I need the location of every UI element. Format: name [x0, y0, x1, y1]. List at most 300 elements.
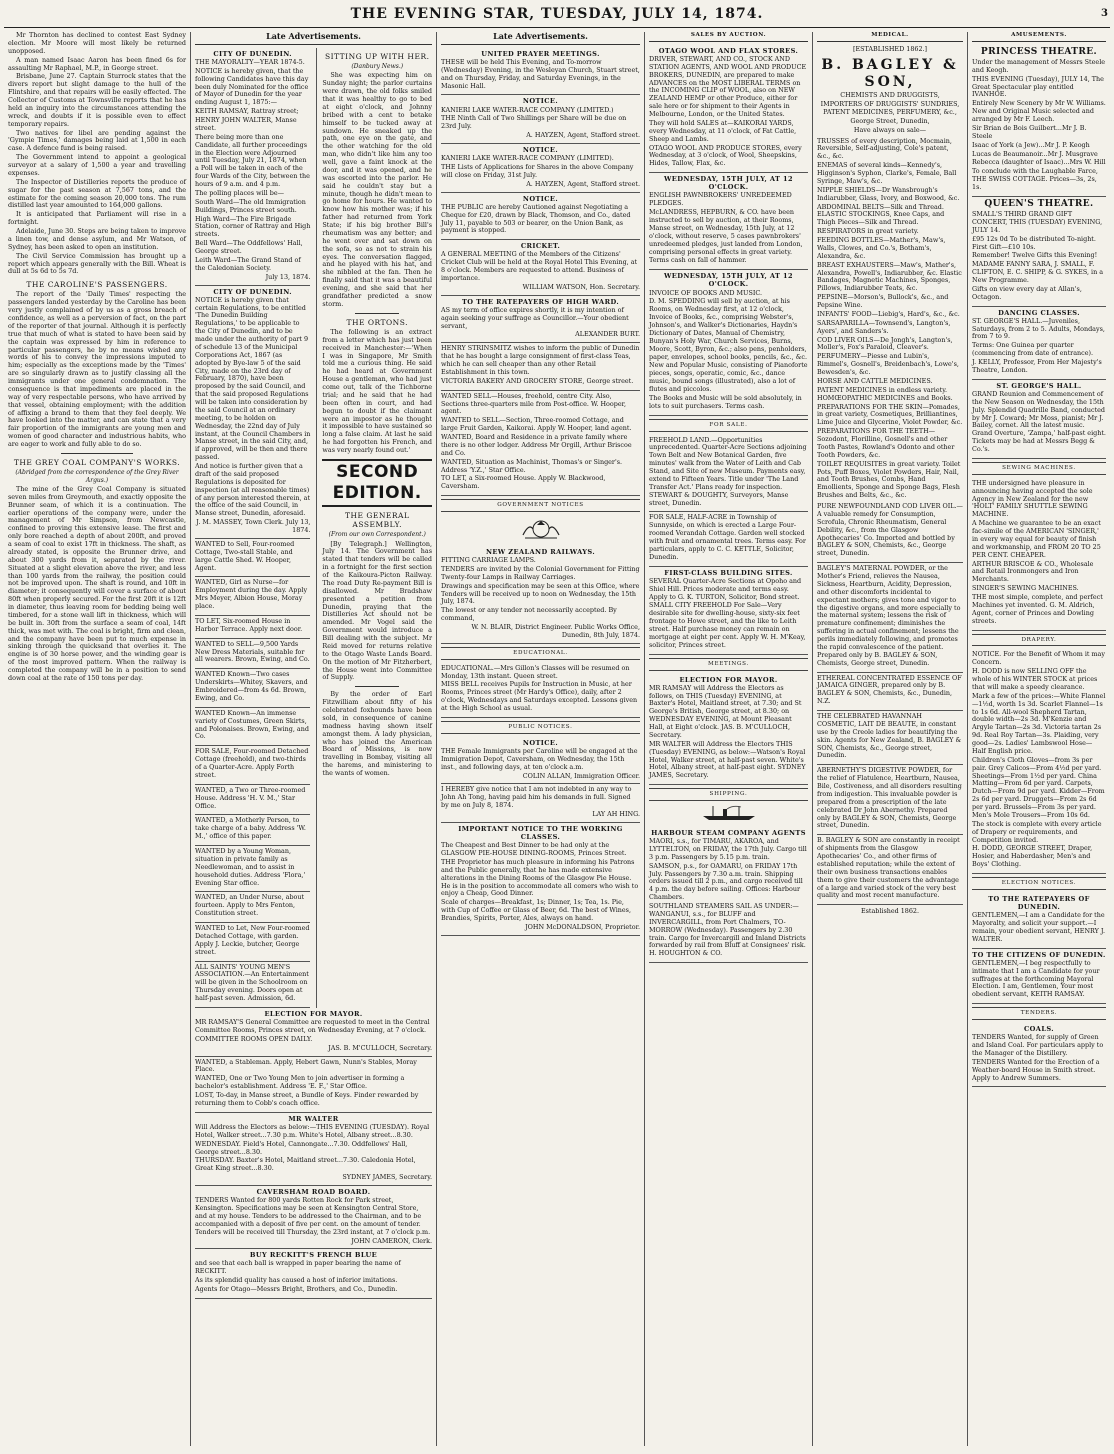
notice-title: FIRST-CLASS BUILDING SITES.: [664, 568, 793, 577]
notice-line: High Ward—The Fire Brigade Station, corner of Rattray and High streets.: [195, 214, 311, 239]
stock-item: ABDOMINAL BELTS—Silk and Thread. ELASTIC STOCKINGS, Knee Caps, and Thigh Pieces—Silk and Thread.: [817, 202, 945, 227]
stock-item: RESPIRATORS in great variety.: [817, 227, 919, 236]
small-ad-text: WANTED Known—Two cases Underskirts—Whitey, Skavers, and Embroidered—from 4s 6d. Brown, Ewing, and Co.: [195, 670, 308, 702]
notice-line: EDUCATIONAL.—Mrs Gillon's Classes will be resumed on Monday, 13th instant. Queen street.: [441, 663, 630, 680]
notice-block: [441, 823, 640, 936]
notice-line: ETHEREAL CONCENTRATED ESSENCE OF JAMAICA GINGER, prepared only by B. BAGLEY & SON, Chemists, &c., Dunedin, N.Z.: [817, 673, 962, 706]
notice-line: Under the management of Messrs Steele and Keogh.: [972, 57, 1106, 74]
firm-name: B. BAGLEY & SON,: [821, 56, 959, 90]
notice-line: B. BAGLEY & SON are constantly in receipt of shipments from the Glasgow Apothecaries' Co., and other firms of established reputation; while the extent of their own business transactions enables them to give their customers the advantage of a large and varied stock of the very best quality and most recent manufacture.: [817, 836, 960, 900]
shipping-notices: [649, 827, 808, 963]
stock-item: ENEMAS of several kinds—Kennedy's, Higginson's Syphon, Clarke's, Female, Ball Syringe, Maw's, &c.: [817, 161, 957, 185]
notice-signature: SYDNEY JAMES, Secretary.: [342, 1173, 432, 1182]
notice-signature: A. HAYZEN, Agent, Stafford street.: [526, 179, 640, 188]
stock-item: PATENT MEDICINES in endless variety. HOMŒOPATHIC MEDICINES and Books.: [817, 385, 953, 402]
notice-line: GENTLEMEN,—I am a Candidate for the Mayoralty, and solicit your support.—I remain, your obedient servant, HENRY J. WALTER.: [972, 911, 1106, 943]
notice-line: Entirely New Scenery by Mr W. Williams. New and Original Music selected and arranged by Mr F. Leech.: [972, 99, 1106, 124]
notice-line: DRIVER, STEWART, AND CO., STOCK AND STATION AGENTS, AND WOOL AND PRODUCE BROKERS, DUNEDIN, are prepared to make ADVANCES on the MOST LIBERAL TERMS on the INCOMING CLIP of WOOL, also on NEW ZEALAND HEMP or other Produce, either for sale here or for shipment to their Agents in Melbourne, London, or the United States.: [649, 54, 807, 119]
column-late-ads-1: [190, 32, 436, 1446]
established-label: [ESTABLISHED 1862.]: [852, 44, 928, 53]
notice-line: VICTORIA BAKERY AND GROCERY STORE, George street.: [441, 376, 634, 385]
article-title-assembly: THE GENERAL ASSEMBLY.: [344, 510, 410, 529]
notice-lines: [972, 318, 1106, 375]
small-ad: [195, 669, 310, 708]
notice-line: THE Female Immigrants per Caroline will be engaged at the Immigration Depot, Caversham, on Wednesday, the 15th inst., and following days, at ten o'clock a.m.: [441, 746, 638, 771]
stock-item: PEPSINE—Morson's, Bullock's, &c., and Pepsine Wine.: [817, 293, 949, 310]
notice-title: ELECTION FOR MAYOR.: [679, 675, 778, 684]
small-ad: WANTED, a Stableman. Apply, Hebert Gawn, Nunn's Stables, Moray Place.: [195, 1057, 417, 1074]
section-heading-educational: EDUCATIONAL.: [441, 647, 640, 660]
caversham-road-board-notice: [195, 1186, 432, 1249]
notice-title: UNITED PRAYER MEETINGS.: [481, 49, 600, 58]
notice-line: Scale of charges—Breakfast, 1s; Dinner, 1s; Tea, 1s. Pie, with Cup of Coffee or Glass of Beer, 6d. The best of Wines, Brandies, Spirits, Porter, Ales, always on hand.: [441, 898, 631, 923]
small-ad: [195, 746, 310, 785]
notice-line: MR RAMSAY'S General Committee are requested to meet in the Central Committee Rooms, Princes street, on Wednesday Evening, at 7 o'clock.: [195, 1018, 430, 1034]
notice-signature: LAY AH HING.: [592, 810, 640, 819]
small-ad-text: WANTED, Girl as Nurse—for Employment during the day. Apply Mrs Meyer, Albion House, Moray place.: [195, 578, 308, 611]
notice-line: MISS BELL receives Pupils for Instruction in Music, at her Rooms, Princes street (Mr Hardy's Office), daily, after 2 o'clock, Wednesdays and Saturdays excepted. Lessons given at the High School as usual.: [441, 680, 638, 713]
stock-item: COD LIVER OILS—De Jongh's, Langton's, Moller's, Fox's Paraloid, Cleaver's.: [817, 335, 953, 352]
small-ad: [195, 923, 310, 962]
notice-list: [195, 48, 310, 539]
notice-line: INVOICE OF BOOKS AND MUSIC.: [649, 288, 763, 297]
notice-line: The lowest or any tender not necessarily accepted. By command,: [441, 606, 617, 623]
notice-line: COMMITTEE ROOMS OPEN DAILY.: [195, 1034, 313, 1043]
notice-line: To conclude with the Laughable Farce, THE SWISS COTTAGE. Prices—3s, 2s, 1s.: [972, 167, 1098, 192]
cod-liver-oil-ad: [817, 501, 963, 563]
notice-line: WANTED, Situation as Machinist, Thomas's or Singer's. Address 'Y.Z.,' Star Office.: [441, 457, 623, 474]
notice-signature: JOHN McDONALDSON, Proprietor.: [525, 922, 640, 931]
news-paragraph: It is anticipated that Parliament will rise in a fortnight.: [8, 210, 186, 227]
notice-line: South Ward—The old Immigration Buildings, Princes street south.: [195, 197, 306, 214]
notice-title: TO THE RATEPAYERS OF DUNEDIN.: [988, 894, 1090, 912]
government-notice-railways: [441, 546, 640, 644]
notice-line: I HEREBY give notice that I am not indebted in any way to John Ah Tong, having paid him his demands in full. Signed by me on July 8, 1874.: [441, 785, 632, 810]
notice-line: There being more than one Candidate, all further proceedings in the Election were Adjourned until Tuesday, July 21, 1874, when a Poll will be taken in each of the four Wards of the City, between the hours of 9 a.m. and 4 p.m.: [195, 132, 310, 189]
small-ad: [195, 539, 310, 578]
notice-signature: WILLIAM WATSON, Hon. Secretary.: [522, 282, 640, 291]
meetings-notice: [649, 674, 808, 786]
news-paragraph: Adelaide, June 30. Steps are being taken to improve a linen tow, and dense asylum, and Mr Watson, of Sydney, has been asked to open an institution.: [8, 227, 186, 251]
notice-line: ABERNETHY'S DIGESTIVE POWDER, for the relief of Flatulence, Heartburn, Nausea, Bile, Costiveness, and all disorders resulting from indigestion. This invaluable powder is prepared from a prescription of the late celebrated Dr John Abernethy. Prepared only by BAGLEY & SON, Chemists, George street, Dunedin.: [817, 766, 962, 830]
notice-line: ST. GEORGE'S HALL.—Juveniles, Saturdays, from 2 to 5. Adults, Mondays, from 7 to 9.: [972, 316, 1105, 341]
divider: [355, 313, 399, 314]
notice-title: HARBOUR STEAM COMPANY AGENTS: [651, 828, 806, 837]
notice-line: Agents for Otago—Messrs Bright, Brothers, and Co., Dunedin.: [195, 1285, 398, 1294]
column-auctions: [644, 32, 812, 1446]
notice-title: CRICKET.: [520, 242, 561, 251]
article-title-grey-coal: THE GREY COAL COMPANY'S WORKS.: [13, 457, 181, 467]
notice-line: OTAGO WOOL AND PRODUCE STORES, every Wednesday, at 3 o'clock, of Wool, Sheepskins, Hides, Tallow, Flax, &c.: [649, 143, 802, 168]
news-paragraph: The Inspector of Distilleries reports the produce of sugar for the past season at 7,567 tons, and the estimate for the coming season 20,000 tons. The rum distilled last year amounted to 164,000 gallons.: [8, 177, 186, 210]
notice-block: [195, 48, 310, 286]
havannah-cosmetic-ad: [817, 711, 963, 765]
notice-line: NOTICE is hereby given that certain Regulations, to be entitled 'The Dunedin Building Regulations,' to be applicable to the City of Dunedin, and to be made under the authority of part 9 of schedule 13 of the Municipal Corporations Act, 1867 (as adopted by Bye-law 5 of the said City, made on the 23rd day of February, 1870), have been proposed by the said Council, and that the said proposed Regulations will be taken into consideration by the said Council at an ordinary meeting, to be holden on Wednesday, the 22nd day of July instant, at the Council Chambers in Manse street, in the said City, and, if approved, will be then and there passed.: [195, 295, 311, 462]
notice-line: FITTING CARRIAGE LAMPS.: [441, 556, 536, 565]
newspaper-page: [4, 4, 1110, 1450]
notice-lines: [972, 480, 1106, 626]
small-ad-text: WANTED, a Two or Three-roomed House. Address 'H. V. M.,' Star Office.: [195, 785, 306, 810]
notice-line: The Cheapest and Best Dinner to be had only at the GLASGOW PIE-HOUSE DINING-ROOMS, Princes Street.: [441, 841, 627, 858]
column-late-ads-2: [436, 32, 644, 1446]
masthead: [4, 4, 1110, 28]
small-ad-text: WANTED Known—An immense variety of Costumes, Green Skirts, and Polonaises. Brown, Ewing, and Co.: [195, 708, 309, 741]
notice-line: Lucas de Beaumanoir...Mr J. Musgrave: [972, 149, 1098, 158]
notice-line: AS my term of office expires shortly, it is my intention of again seeking your suffrage as Councillor.—Your obedient servant,: [441, 305, 629, 330]
notice-title: TO THE CITIZENS OF DUNEDIN.: [972, 950, 1106, 959]
notice-line: THE MAYORALTY—YEAR 1874-5.: [195, 57, 305, 66]
notice-line: WANTED to SELL—Section, Three-roomed Cottage, and large Fruit Garden, Kaikorai. Apply W. Hooper, land agent.: [441, 416, 632, 433]
notice-line: GENTLEMEN,—I beg respectfully to intimate that I am a Candidate for your suffrages at the forthcoming Mayoral Election. I am, Gentlemen, Your most obedient servant, KEITH RAMSAY.: [972, 958, 1100, 999]
column-heading: Late Advertisements.: [441, 32, 640, 45]
section-heading-sewing-machines: SEWING MACHINES.: [972, 462, 1106, 475]
steamship-icon: [649, 804, 808, 825]
notice-line: Will Address the Electors as below:—THIS EVENING (TUESDAY). Royal Hotel, Walker street...7.30 p.m. White's Hotel, Albany street...8.30.: [195, 1122, 430, 1139]
notice-line: THESE will be held This Evening, and To-morrow (Wednesday) Evening, in the Wesleyan Church, Stuart street, and on Thursday, Friday, and Saturday Evenings, in the Masonic Hall.: [441, 57, 640, 90]
notice-title: WEDNESDAY, 15TH JULY, AT 12 O'CLOCK.: [664, 175, 793, 192]
notice-title: CAVERSHAM ROAD BOARD.: [256, 1188, 371, 1197]
small-ad-text: WANTED to SELL—9,500 Yards New Dress Materials, suitable for all wearers. Brown, Ewing, and Co.: [195, 639, 310, 664]
newspaper-title: THE EVENING STAR, TUESDAY, JULY 14, 1874.: [350, 6, 764, 22]
stock-item: TOILET REQUISITES in great variety. Toilet Pots, Puff Boxes, Violet Powders, Hair, Nail, and Tooth Brushes, Combs, Hand Emollients, Sponge and Sponge Bags, Flesh Brushes and Belts, &c., &c.: [817, 459, 961, 500]
notice-title: TO THE RATEPAYERS OF HIGH WARD.: [461, 297, 620, 306]
notice-line: Mark a few of the prices:—White Flannel—1½d, worth 1s 3d. Scarlet Flannel—1s to 1s 6d. All-wool Shepherd Tartan, double width—2s 3d. M'Kenzie and Argyle Tartan—2s 3d. Victoria tartan 2s 9d. Real Roy Tartan—3s. Plaiding, very good—2s. Ladies' Lambswool Hose—Half English price.: [972, 691, 1106, 755]
firm-description: [817, 92, 963, 134]
reckitt-blue-ad: [195, 1249, 432, 1299]
section-heading-shipping: SHIPPING.: [649, 788, 808, 801]
notice-line: Terms: One Guinea per quarter (commencing from date of entrance).: [972, 341, 1094, 358]
small-ad: [195, 616, 310, 639]
notice-title: PRINCESS THEATRE.: [980, 46, 1098, 57]
established-footer: Established 1862.: [860, 907, 920, 916]
notice-title: BUY RECKITT'S FRENCH BLUE: [249, 1251, 378, 1260]
notice-line: Bell Ward—The Oddfellows' Hall, George street.: [195, 239, 303, 256]
small-ad: WANTED, One or Two Young Men to join advertiser in forming a bachelor's establishment. Address 'E. F.,' Star Office.: [195, 1074, 405, 1091]
st-georges-hall-ad: [972, 380, 1106, 459]
article-subtitle-sitting-up: (Danbury News.): [351, 63, 404, 71]
firm-line: George Street, Dunedin,: [850, 116, 930, 125]
notice-line: The stock is complete with every article of Drapery or requirements, and Competition invited.: [972, 819, 1102, 844]
notice-title: IMPORTANT NOTICE TO THE WORKING CLASSES.: [458, 824, 623, 842]
notice-title: DANCING CLASSES.: [998, 308, 1080, 317]
notice-title: ST. GEORGE'S HALL.: [996, 381, 1082, 390]
auction-list: [649, 45, 808, 416]
news-paragraph: Mr Thornton has declined to contest East Sydney election. Mr Moore will most likely be returned unopposed.: [8, 32, 186, 55]
notice-line: Sir Brian de Bois Guilbert...Mr J. B. Steele: [972, 123, 1087, 140]
article-body-carolines: The report of the 'Daily Times' respecting the passengers landed yesterday by the Caroline has been very justly complained of by us as a gross breach of confidence, as well as a perversion of fact, on the part of the reporter of that journal. Although it is perfectly true that much of what is stated to have been said by the captain was expressed by him in reference to particular passengers, he by no means wished any words of his to convey the impressions imputed to him; especially as the exceptions made by the 'Times' are so singularly drawn as to justify classing all the immigrants under one general condemnation. The consequence is that impediments are placed in the way of very respectable persons, who have arrived by that vessel, obtaining employment; with the addition of affixing a brand to them that they feel deeply. We have looked into the matter, and can state that a very fair proportion of the immigrants are young men and women of good character and industrious habits, who are eager to work and fully able to do so.: [8, 290, 186, 449]
educational-notices: [441, 663, 640, 718]
firm-line: IMPORTERS OF DRUGGISTS' SUNDRIES, PATENT MEDICINES, PERFUMERY, &c.,: [820, 100, 960, 116]
notice-title: NOTICE.: [522, 194, 559, 203]
notice-title: MR WALTER: [288, 1114, 339, 1123]
page-number: 3: [1101, 8, 1108, 19]
news-items: [8, 32, 186, 276]
notice-line: THE CELEBRATED HAVANNAH COSMETIC, LAIT DE BEAUTE, in constant use by the Creole ladies for beautifying the skin. Agents for New Zealand, B. BAGLEY & SON, Chemists, &c., George street, Dunedin.: [817, 712, 962, 760]
notice-line: THE PUBLIC are hereby Cautioned against Negotiating a Cheque for £20, drawn by Black, Thomson, and Co., dated July 11, payable to 503 or bearer, on the Union Bank, as payment is stopped.: [441, 202, 631, 235]
notice-line: PURE NEWFOUNDLAND COD LIVER OIL.—A valuable remedy for Consumption, Scrofula, Chronic Rheumatism, General Debility, &c., from the Glasgow Apothecaries' Co. Imported and bottled by BAGLEY & SON, Chemists, &c., George street, Dunedin.: [817, 502, 963, 558]
notice-signature: A. HAYZEN, Agent, Stafford street.: [526, 131, 640, 140]
notice-line: SMALL CITY FREEHOLD For Sale—Very desirable site for dwelling-house, sixty-six feet frontage to Howe street, and the like to Leith street. Half purchase money can remain on mortgage at eight per cent. Apply W. H. M'Keay, solicitor, Princes street.: [649, 601, 806, 649]
notice-block: [441, 343, 640, 390]
royal-crest-icon: [441, 515, 640, 544]
notice-line: MADAME FANNY SARA, J. SMALL, F. CLIFTON, E. C. SHIPP, & G. SYKES, in a New Programme.: [972, 260, 1104, 284]
small-ad-text: WANTED by a Young Woman, situation in private family as Needlewoman, and to assist in household duties. Address 'Flora,' Evening Star office.: [195, 847, 306, 887]
notice-line: WANTED, Board and Residence in a private family where there is no other lodger. Address Mr Orgill, Arthur Briscoe and Co.: [441, 433, 632, 457]
notice-block: [649, 270, 808, 415]
second-edition-banner: SECOND EDITION.: [322, 459, 432, 507]
notice-signature: JOHN CAMERON, Clerk.: [351, 1236, 432, 1245]
small-ad-text: FOR SALE, Four-roomed Detached Cottage (freehold), and two-thirds of a Quarter-Acre. Apply Forth street.: [195, 747, 309, 779]
public-notice-list: [441, 737, 640, 936]
notice-block: [441, 784, 640, 823]
notice-line: £95 12s 0d To be distributed To-night. First Gift—£10 10s.: [972, 234, 1096, 251]
divider: [61, 453, 132, 454]
notice-block: [441, 193, 640, 241]
notice-line: THE Ninth Call of Two Shillings per Share will be due on 23rd July.: [441, 114, 627, 131]
notice-line: As its splendid quality has caused a host of inferior imitations.: [195, 1276, 398, 1285]
article-title-sitting-up: SITTING UP WITH HER.: [324, 51, 430, 61]
column-news: [4, 32, 190, 1446]
notice-line: The polling places will be—: [195, 188, 285, 197]
small-ad-text: ALL SAINTS' YOUNG MEN'S ASSOCIATION.—An Entertainment will be given in the Schoolroom on Thursday evening. Doors open at half-past seven. Admission, 6d.: [195, 962, 309, 1003]
notice-line: FREEHOLD LAND.—Opportunities unprecedented. Quarter-Acre Sections adjoining Town Belt and New Botanical Garden, five minutes' walk from the Water of Leith and Cab Stand, and Site of new Museum. Payments easy, extend to Fifteen Years. Title under 'The Land Transfer Act.' Plans ready for inspection. STEWART & DOUGHTY, Surveyors, Manse street, Dunedin.: [649, 435, 807, 507]
notice-block: [441, 296, 640, 344]
small-ad: [195, 708, 310, 747]
notice-line: KANIERI LAKE WATER-RACE COMPANY (LIMITED).: [441, 154, 614, 163]
maternal-powder-ad: [817, 563, 963, 672]
notice-block: [649, 173, 808, 270]
notice-line: A GENERAL MEETING of the Members of the Citizens' Cricket Club will be held at the Royal Hotel This Evening, at 8 o'clock. Members are requested to attend. Business of importance.: [441, 250, 638, 282]
fiction-subcolumn: [316, 48, 432, 1008]
notice-line: HENRY JOHN WALTER, Manse street.: [195, 116, 297, 132]
stock-item: TRUSSES of every description, Mocmain, Reversible, Self-adjusting, Cole's patent, &c., &c.: [817, 136, 952, 161]
notice-line: TENDERS Wanted, for supply of Green and Island Coal. For particulars apply to the Manager of the Distillery.: [972, 1033, 1104, 1057]
small-ad: [195, 639, 310, 670]
small-ads-list: [195, 539, 310, 1008]
notice-line: D. M. SPEDDING will sell by auction, at his Rooms, on Wednesday first, at 12 o'clock, Invoice of Books, &c., comprising Webster's, Johnson's, and Walker's Dictionaries, Haydn's Dictionary of Dates, Manual of Chemistry, Bunyan's Holy War, Church Services, Burns, Moore, Scott, Byron, &c.; also pens, penholders, paper, envelopes, school books, pencils, &c., &c.: [649, 297, 807, 361]
notice-line: H. DODD is now SELLING OFF the whole of his WINTER STOCK at prices that will make a speedy clearance.: [972, 667, 1098, 691]
notice-line: And notice is further given that a draft of the said proposed Regulations is deposited for inspection (at all reasonable times) of any person interested therein, at the office of the said Council, in Manse street, Dunedin, aforesaid.: [195, 462, 311, 518]
notice-line: and see that each ball is wrapped in paper bearing the name of RECKITT.: [195, 1259, 401, 1276]
tenders-ad: [972, 1023, 1106, 1087]
notice-line: THIS EVENING (Tuesday), JULY 14, The Great Spectacular play entitled IVANHOE.: [972, 74, 1104, 99]
article-subtitle-grey-coal: (Abridged from the correspondence of the Grey River Argus.): [15, 469, 179, 484]
notice-title: OTAGO WOOL AND FLAX STORES.: [658, 46, 799, 55]
stock-item: PERFUMERY—Piesse and Lubin's, Rimmel's, Gosnell's, Breidenbach's, Lowe's, Bewesden's, &c.: [817, 352, 959, 377]
notice-line: TENDERS Wanted for the Erection of a Weather-board House in Smith street. Apply to Andrew Summers.: [972, 1057, 1100, 1082]
notice-line: NOTICE is hereby given, that the following Candidates have this day been duly Nominated for the office of Mayor of Dunedin for the year ending August 1, 1875:—: [195, 66, 309, 107]
notice-line: MR RAMSAY will Address the Electors as follows, on THIS (Tuesday) EVENING, at Baxter's Hotel, Maitland street, at 7.30; and St George's British, George street, at 8.30; on WEDNESDAY EVENING, at Mount Pleasant Hall, at Eight o'clock. JAS. B. M'CULLOCH, Secretary.: [649, 683, 802, 739]
drapery-ad: [972, 649, 1106, 874]
notice-line: SINGER'S SEWING MACHINES.: [972, 584, 1079, 593]
notice-line: Terms cash on fall of hammer.: [649, 256, 747, 265]
stock-item: PREPARATIONS FOR THE SKIN—Pomades, in great variety, Cosmetiques, Brilliantines, Lime Juice and Glycerine, Violet Powder, &c.: [817, 402, 963, 427]
notice-block: [441, 144, 640, 193]
election-notice-walter: [972, 893, 1106, 949]
section-heading-election-notices: ELECTION NOTICES.: [972, 877, 1106, 890]
column-medical: [812, 32, 967, 1446]
notice-line: THURSDAY. Baxter's Hotel, Maitland street...7.30. Caledonia Hotel, Great King street...8.30.: [195, 1156, 416, 1173]
stock-item: SARSAPARILLA—Townsend's, Langton's, Ayers', and Sanders's.: [817, 318, 951, 335]
notice-line: J. KELLY, Professor, From Her Majesty's Theatre, London.: [972, 358, 1102, 374]
small-ad-text: WANTED, a Motherly Person, to take charge of a baby. Address 'W. M.,' office of this paper.: [195, 816, 306, 841]
article-body-sitting-up: She was expecting him on Sunday night; the parlor curtains were drawn, the old folks smiled that it was healthy to go to bed at eight o'clock, and Johnny bribed with a cent to betake himself to be tucked away at sundown. He sneaked up the path, one eye on the gate, and the other watching for the old man, who didn't like him any too well, gave a faint knock at the door, and it was opened, and he was escorted into the parlor. He said he couldn't stay but a minute, though he didn't mean to go home for hours. He wanted to know how his mother was; if his father had returned from York State; if his big brother Bill's rheumatism was any better; and he went over and sat down on the sofa, so as not to strain his eyes. The conversation flagged, and he played with his hat, and she nibbled at the fan. Then he finally said that it was a beautiful evening, and she said that her grandfather predicted a snow storm.: [322, 71, 432, 308]
notice-block: [649, 45, 808, 173]
notice-title: WEDNESDAY, 15TH JULY, AT 12 O'CLOCK.: [664, 272, 793, 289]
notice-line: TENDERS are invited by the Colonial Government for Fitting Twenty-four Lamps in Railway Carriages.: [441, 564, 640, 581]
notice-line: Children's Cloth Gloves—from 3s per pair. Grey Calicos—From 4½d per yard. Sheetings—From 1½d per yard. China Matting—From 6d per yard. Carpets, Dutch—From 9d per yard. Kidder—From 2s 6d per yard. Druggets—From 2s 6d per yard. Brussels—From 3s per yard. Men's Mole Trousers—From 10s 6d.: [972, 755, 1105, 819]
notice-line: KEITH RAMSAY, Rattray street;: [195, 107, 299, 116]
notice-line: SMALL'S THIRD GRAND GIFT CONCERT, THIS (TUESDAY) EVENING, JULY 14.: [972, 210, 1103, 234]
small-ad-text: WANTED to Let, New Four-roomed Detached Cottage, with garden. Apply J. Leckie, butcher, George street.: [195, 924, 310, 956]
notice-lines: [972, 59, 1106, 192]
notice-block: [195, 286, 310, 539]
notice-line: MR WALTER will Address the Electors THIS (Tuesday) EVENING, as below:—Watson's Royal Hotel, Walker street, at half-past seven. White's Hotel, Albany street, at half-past eight. SYDNEY JAMES, Secretary.: [649, 739, 806, 780]
sewing-machines-ad: [972, 478, 1106, 631]
small-ad: [195, 962, 310, 1008]
notice-line: BAGLEY'S MATERNAL POWDER, or the Mother's Friend, relieves the Nausea, Sickness, Heartburn, Acidity, Depression, and other discomforts incidental to expectant mothers; gives tone and vigor to the digestive organs, and more especially to the maternal system; lessens the risk of premature confinement; diminishes the suffering in actual confinement; lessens the perils immediately following, and promotes the rapid convalescence of the patient. Prepared only by B. BAGLEY & SON, Chemists, George street, Dunedin.: [817, 564, 961, 667]
stock-item: HORSE AND CATTLE MEDICINES.: [817, 376, 933, 385]
notice-title: NEW ZEALAND RAILWAYS.: [485, 547, 596, 556]
notice-block: [441, 95, 640, 144]
news-paragraph: The Civil Service Commission has brought up a report which appears generally with the Bill. Wheat is dull at 5s 6d to 5s 7d.: [8, 251, 186, 276]
notice-line: WANTED SELL—Houses, freehold, centre City. Also, Sections three-quarters mile from Post-office. W. Hooper, agent.: [441, 391, 626, 416]
article-title-carolines: THE CAROLINE'S PASSENGERS.: [26, 280, 168, 290]
notice-title: COALS.: [1024, 1025, 1054, 1034]
article-body-ortons: The following is an extract from a letter which has just been received in Manchester:—'When I was in Singapore, Mr Smith told me a curious thing. He said he had heard at Government House a gentleman, who had just come out, talk of the Tichborne trial; and he said that he had been often in court, and had begun to doubt if the claimant were an impostor as he thought it impossible to have sustained so long a false claim. At last he said he had forgotten his French, and was very nearly found out.': [322, 327, 432, 455]
notice-lines: [972, 391, 1106, 454]
notice-line: They will hold SALES at—KAIKORAI YARDS, every Wednesday, at 11 o'clock, of Fat Cattle, Sheep and Lambs.: [649, 118, 797, 143]
notice-line: SOUTHLAND STEAMERS SAIL AS UNDER:—WANGANUI, s.s., for BLUFF and INVERCARGILL, from Port Chalmers, TO-MORROW (Wednesday). Passengers by 2.30 train. Cargo for Invercargill and Inland Districts forwarded by rail from Bluff at Consignees' risk. H. HOUGHTON & CO.: [649, 902, 806, 958]
notice-line: THE undersigned have pleasure in announcing having accepted the sole Agency in New Zealand for the new 'HOLT' FAMILY SHUTTLE SEWING MACHINE.: [972, 478, 1093, 519]
news-paragraph: Brisbane, June 27. Captain Sturrock states that the divers report but slight damage to the hull of the Flintshire, and that repairs will be easily effected. The Collector of Customs at Townsville reports that he has held an inquiry into the circumstances attending the wreck, and doubts if it is possible even to effect temporary repairs.: [8, 72, 186, 128]
section-heading-tenders: TENDERS.: [972, 1007, 1106, 1020]
notice-lines: [972, 651, 1106, 869]
firm-line: CHEMISTS AND DRUGGISTS,: [840, 91, 940, 100]
stock-item: FEEDING BOTTLES—Mather's, Maw's, Walls, Clowes, and Co.'s, Botham's, Alexandra, &c.: [817, 236, 946, 260]
notice-title: ELECTION FOR MAYOR.: [264, 1009, 363, 1018]
notice-title: CITY OF DUNEDIN.: [213, 49, 292, 58]
news-paragraph: Two natives for libel are pending against the 'Gympie Times,' damages being laid at 1,500 in each case. A defence fund is being raised.: [8, 128, 186, 153]
small-ad: [195, 815, 310, 846]
apothecaries-ad: [817, 835, 963, 905]
wanted-ads: [195, 1057, 432, 1113]
article-body-assembly: [By Telegraph.] Wellington, July 14. The Government has stated that tenders will be called in a fortnight for the first section of the Kaikoura-Picton Railway. The road Duty Re-payment Bill is disallowed. Mr Bradshaw presented a petition from Dunedin, praying that the Distilleries Act should not be amended. Mr Vogel said the Government would introduce a Bill dealing with the subject. Mr Reid moved for returns relative to the Otago Waste Lands Board. On the motion of Mr Fitzherbert, the House went into Committee of Supply.: [322, 539, 432, 682]
notice-signature: ALEXANDER BURT.: [575, 330, 640, 339]
sale-notice: [649, 435, 808, 513]
mr-walter-notice: [195, 1113, 432, 1186]
notice-line: Rebecca (daughter of Isaac)...Mrs W. Hill: [972, 158, 1106, 167]
notice-line: WEDNESDAY. Field's Hotel, Cannongate...7.30. Oddfellows' Hall, George street...8.30.: [195, 1139, 408, 1156]
news-paragraph: The Government intend to appoint a geological surveyor at a salary of 1,500 a year and travelling expenses.: [8, 153, 186, 177]
ads-left-subcolumn: [195, 48, 310, 1008]
article-body-closing: By the order of Earl Fitzwilliam about fifty of his celebrated foxhounds have been sold, in consequence of canine madness having shown itself amongst them. A lady physician, who has joined the American Board of Missions, is now travelling in Bombay, visiting all the harems, and ministering to the wants of women.: [322, 690, 432, 778]
building-sites-notice: [649, 567, 808, 655]
notice-title: CITY OF DUNEDIN.: [213, 287, 292, 296]
notice-signature: W. N. BLAIR, District Engineer. Public Works Office, Dunedin, 8th July, 1874.: [471, 623, 640, 639]
small-ad-text: WANTED, an Under Nurse, about fourteen. Apply to Mrs Fenton, Constitution street.: [195, 893, 305, 918]
notice-line: FOR SALE, HALF-ACRE in Township of Sunnyside, on which is erected a Large Four-roomed Verandah Cottage. Garden well stocked with fruit and ornamental trees. Terms easy. For particulars, apply to C. C. KETTLE, Solicitor, Dunedin.: [649, 513, 806, 561]
notice-title: NOTICE.: [522, 738, 559, 747]
notice-line: McLANDRESS, HEPBURN, & CO. have been instructed to sell by auction, at their Rooms, Manse street, on Wednesday, 15th July, at 12 o'clock, without reserve, 5 cases pawnbrokers' unredeemed pledges, just landed from London, comprising personal effects in great variety.: [649, 208, 803, 256]
notice-line: THE Proprietor has much pleasure in informing his Patrons and the Public generally, that he has made extensive alterations in the Dining Rooms of the Glasgow Pie House. He is in the position to accommodate all comers who wish to enjoy a Cheap, Good Dinner.: [441, 857, 639, 898]
dancing-classes-ad: [972, 307, 1106, 380]
notice-line: HENRY STRINSMITZ wishes to inform the public of Dunedin that he has bought a large consignment of first-class Teas, which he can sell cheaper than any other Retail Establishment in this town.: [441, 344, 640, 376]
article-subtitle-assembly: (From our own Correspondent.): [328, 531, 426, 539]
stock-item: INFANTS' FOOD—Liebig's, Hard's, &c., &c.: [817, 309, 960, 318]
column-heading: SALES BY AUCTION.: [649, 32, 808, 42]
stock-list: [817, 138, 963, 501]
firm-line: Have always on sale—: [853, 125, 927, 134]
section-heading-drapery: DRAPERY.: [972, 634, 1106, 647]
notice-line: Drawings and specification may be seen at this Office, where Tenders will be received up to noon on Wednesday, the 15th July, 1874.: [441, 581, 640, 606]
notice-block: [441, 48, 640, 96]
princess-theatre-ad: [972, 45, 1106, 197]
small-ad-text: TO LET, Six-roomed House in Harbor Terrace. Apply next door.: [195, 616, 303, 633]
column-heading: AMUSEMENTS.: [972, 32, 1106, 42]
article-body-grey-coal: The mine of the Grey Coal Company is situated seven miles from Greymouth, and exactly opposite the Brunner seam, of which it is a continuation. The earlier operations of the company were, under the management of Mr Simpson, from Newcastle, confined to proving this extensive lease. The first and only bore reached a depth of about 200ft, and proved a seam of coal to exist 17ft in thickness. The shaft, as already stated, is opposite the Brunner drive, and about 300 yards from it, separated by the river. Situated at a slight elevation above the river, and less than 100 yards from the railway, the position could not be improved upon. The shaft is round, and 10ft in diameter; it consequently will cover a surface of about 80ft when properly secured. For the first 20ft it is 12ft in diameter, thus leaving room for bedding being well timbered, for a stone wall lift in thickness, which will be built in. 30ft from the surface a seam of coal, 14ft thick, was met with. The coal is bright, firm and clean, and the company have been put to much expense in sinking through the quicksand that overlies it. The engine is of 30 horse power, and the winding gear is of the most improved pattern. When the railway is completed the company will be in a position to send down coal at the rate of 150 tons per day.: [8, 484, 186, 682]
notice-block: [441, 391, 640, 497]
election-notice-ramsay: [972, 949, 1106, 1004]
notice-line: KANIERI LAKE WATER-RACE COMPANY (LIMITED.): [441, 105, 614, 114]
notice-line: H. DODD, GEORGE STREET, Draper, Hosier, and Haberdasher, Men's and Boys' Clothing.: [972, 844, 1093, 869]
stock-item: BREAST EXHAUSTERS—Maw's, Mather's, Alexandra, Powell's, Indiarubber, &c. Elastic Bandages, Magnetic Machines, Sponges, Pillows, Indiarubber Teats, &c.: [817, 260, 962, 293]
notice-line: TENDERS Wanted for 800 yards Rotten Rock for Park street, Kensington. Specifications may be seen at Kensington Central Store, and at my house. Tenders to be addressed to the Chairman, and to be accompanied with a deposit of five per cent. on the amount of tender. Tenders will be received till Thursday, the 23rd instant, at 7 o'clock p.m.: [195, 1196, 431, 1236]
notice-line: ENGLISH PAWNBROKERS' UNREDEEMED PLEDGES.: [649, 191, 792, 208]
section-heading-meetings: MEETINGS.: [649, 658, 808, 671]
column-heading: Late Advertisements.: [195, 32, 432, 45]
ginger-essence-ad: [817, 673, 963, 712]
notice-signature: July 13, 1874.: [265, 272, 311, 281]
notice-line: GRAND Reunion and Commencement of the New Season on Wednesday, the 15th July. Splendid Quadrille Band, conducted by Mr J. Coward; Mr Moss, pianist; Mr J. Bailey, cornet. All the latest music. Grand Overture, 'Zampa,' half-past eight. Tickets may be had at Messrs Begg & Co.'s.: [972, 389, 1106, 454]
section-heading-public-notices: PUBLIC NOTICES.: [441, 721, 640, 734]
notice-title: NOTICE.: [522, 146, 559, 155]
notice-line: Gifts on view every day at Allan's, Octagon.: [972, 284, 1082, 301]
notice-line: SEVERAL Quarter-Acre Sections at Opoho and Shiel Hill. Prices moderate and terms easy. Apply to G. K. TURTON, Solicitor, Bond street.: [649, 576, 802, 601]
abernethy-powder-ad: [817, 765, 963, 835]
notice-line: TO LET, a Six-roomed House. Apply W. Blackwood, Caversham.: [441, 474, 606, 491]
notice-line: Isaac of York (a Jew)...Mr J. P. Keogh: [972, 140, 1090, 149]
news-paragraph: A man named Isaac Aaron has been fined 6s for assaulting Mr Raphael, M.P., in George street.: [8, 55, 186, 72]
notice-signature: COLIN ALLAN, Immigration Officer.: [522, 771, 640, 780]
notice-line: THE most simple, complete, and perfect Machines yet invented. G. M. Aldrich, Agent, corner of Princes and Dowling streets.: [972, 593, 1103, 625]
notice-line: THE Lists of Applications for Shares in the above Company will close on Friday, 31st July.: [441, 163, 634, 179]
article-title-ortons: THE ORTONS.: [346, 317, 408, 327]
notice-line: Leith Ward—The Grand Stand of the Caledonian Society.: [195, 255, 301, 272]
notice-lines: [972, 211, 1106, 302]
notice-list: [441, 48, 640, 496]
notice-line: A Machine we guarantee to be an exact fac-simile of the AMERICAN 'SINGER,' in every way equal for beauty of finish and workmanship, and FROM 20 TO 25 PER CENT. CHEAPER.: [972, 519, 1101, 559]
notice-line: ARTHUR BRISCOE & CO., Wholesale and Retail Ironmongers and Iron Merchants.: [972, 559, 1094, 584]
notice-line: The Books and Music will be sold absolutely, in lots to suit purchasers. Terms cash.: [649, 393, 802, 410]
notice-line: MAORI, s.s., for TIMARU, AKAROA, and LYTTELTON, on FRIDAY, the 17th July. Cargo till 3 p.m. Passengers by 5.15 p.m. train.: [649, 837, 807, 861]
section-heading-government: GOVERNMENT NOTICES: [441, 499, 640, 512]
stock-item: NIPPLE SHIELDS—Dr Wansbrough's Indiarubber, Glass, Ivory, and Boxwood, &c.: [817, 185, 960, 202]
notice-signature: J. M. MASSEY, Town Clerk. July 13, 1874.: [196, 518, 311, 535]
election-for-mayor-notice: [195, 1008, 432, 1057]
small-ad-text: WANTED to Sell, Four-roomed Cottage, Two-stall Stable, and large Cattle Shed. W. Hooper, Agent.: [195, 539, 295, 572]
notice-line: SAMSON, p.s., for OAMARU, on FRIDAY 17th July. Passengers by 7.30 a.m. train. Shipping orders issued till 2 p.m., and cargo received till 4 p.m. the day before sailing. Offices: Harbour Chambers.: [649, 861, 803, 902]
notice-line: NOTICE. For the Benefit of Whom it may Concern.: [972, 650, 1105, 667]
queens-theatre-ad: [972, 197, 1106, 307]
sale-notice: [649, 512, 808, 566]
divider: [355, 686, 399, 687]
notice-block: [441, 240, 640, 295]
small-ad: LOST, To-day, in Manse street, a Bundle of Keys. Finder rewarded by returning them to Cobb's coach office.: [195, 1091, 419, 1107]
column-heading: MEDICAL.: [817, 32, 963, 42]
notice-signature: JAS. B. M'CULLOCH, Secretary.: [328, 1043, 432, 1052]
small-ad: [195, 892, 310, 923]
